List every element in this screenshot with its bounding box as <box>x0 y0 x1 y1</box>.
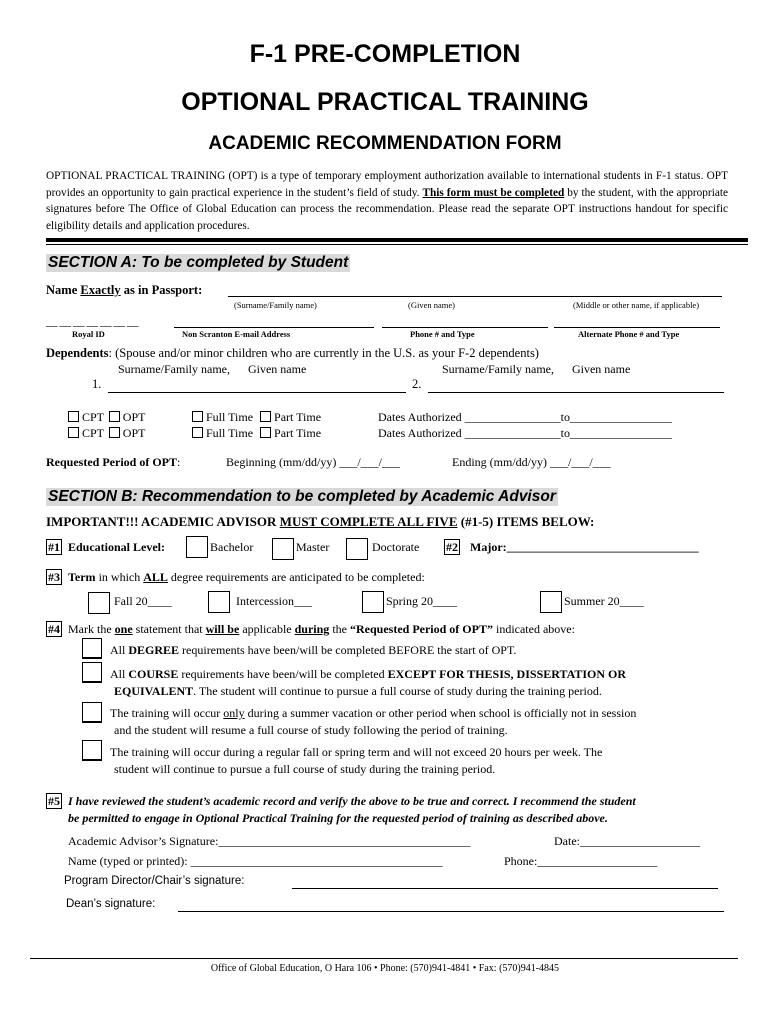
beginning-date-field[interactable]: Beginning (mm/dd/yy) ___/___/___ <box>226 455 400 469</box>
doctorate-checkbox[interactable] <box>346 538 368 560</box>
fall-checkbox[interactable] <box>88 592 110 614</box>
dependent-1-input[interactable] <box>108 392 406 393</box>
title-line-3: ACADEMIC RECOMMENDATION FORM <box>208 133 562 154</box>
statement-2-text-line-1: All COURSE requirements have been/will be completed EXCEPT FOR THESIS, DISSERTATION OR <box>110 667 627 681</box>
ending-date-field[interactable]: Ending (mm/dd/yy) ___/___/___ <box>452 455 611 469</box>
name-input-line[interactable] <box>228 296 722 297</box>
statement-4-text-line-1: The training will occur during a regular fall or spring term and will not exceed 20 hours per week. The <box>110 745 603 759</box>
certification-line-1: I have reviewed the student’s academic record and verify the above to be true and correct. I recommend the student <box>68 794 636 808</box>
spring-checkbox[interactable] <box>362 591 384 613</box>
part-time-checkbox-1[interactable] <box>260 411 271 422</box>
printed-name-field[interactable]: Name (typed or printed): __________________________________________ <box>68 854 443 868</box>
section-b-heading: SECTION B: Recommendation to be completed by Academic Advisor <box>48 488 556 505</box>
email-label: Non Scranton E-mail Address <box>182 329 291 339</box>
section-a-heading: SECTION A: To be completed by Student <box>48 254 349 271</box>
time-row-1: Full Time Part Time <box>192 410 321 425</box>
intro-paragraph: OPTIONAL PRACTICAL TRAINING (OPT) is a type of temporary employment authorization available to international students in F-1 status. OPT provides an opportunity to gain practical experience in the student’s field of study. This form must be completed by the student, with the appropriate signatures before The Office of Global Education can process the recommendation. Please read the separate OPT instructions handout for specific eligibility details and application procedures. <box>46 170 728 232</box>
royal-id-label: Royal ID <box>72 329 105 339</box>
statement-1-text: All DEGREE requirements have been/will be completed BEFORE the start of OPT. <box>110 643 517 657</box>
full-time-checkbox-1[interactable] <box>192 411 203 422</box>
important-notice: IMPORTANT!!! ACADEMIC ADVISOR MUST COMPLETE ALL FIVE (#1-5) ITEMS BELOW: <box>46 514 595 529</box>
summer-checkbox[interactable] <box>540 591 562 613</box>
alt-phone-label: Alternate Phone # and Type <box>578 329 680 339</box>
bachelor-label: Bachelor <box>210 540 254 554</box>
name-label: Name Exactly as in Passport: <box>46 283 203 297</box>
certification-line-2: be permitted to engage in Optional Practical Training for the requested period of training as described above. <box>68 811 608 825</box>
item-2-number: #2 <box>446 540 458 554</box>
major-field[interactable]: Major:________________________________ <box>470 540 699 554</box>
item-3-number: #3 <box>48 570 60 584</box>
time-row-2: Full Time Part Time <box>192 426 321 441</box>
dependent-2-number: 2. <box>412 377 422 391</box>
bachelor-checkbox[interactable] <box>186 536 208 558</box>
doctorate-label: Doctorate <box>372 540 420 554</box>
alt-phone-input-line[interactable] <box>554 327 720 328</box>
item-4-number: #4 <box>48 622 60 636</box>
fall-label: Fall 20____ <box>114 594 172 608</box>
statement-3-checkbox[interactable] <box>82 702 102 723</box>
email-input-line[interactable] <box>174 327 374 328</box>
footer-divider <box>30 958 738 959</box>
statement-3-text-line-1: The training will occur only during a summer vacation or other period when school is officially not in session <box>110 706 637 720</box>
dependent-1-label: Surname/Family name, Given name <box>118 362 307 376</box>
full-time-checkbox-2[interactable] <box>192 427 203 438</box>
statement-3-text-line-2: and the student will resume a full course of study following the period of training. <box>114 723 508 737</box>
statement-2-checkbox[interactable] <box>82 662 102 683</box>
item-1-number: #1 <box>48 540 60 554</box>
divider-thin <box>46 244 748 245</box>
dean-signature-label: Dean’s signature: <box>66 898 156 910</box>
spring-label: Spring 20____ <box>386 594 458 608</box>
requested-period-label: Requested Period of OPT: <box>46 455 181 469</box>
cpt-opt-row-2: CPT OPT <box>68 426 145 441</box>
mark-statement-label: Mark the one statement that will be applicable during the “Requested Period of OPT” indicated above: <box>68 622 575 636</box>
opt-checkbox-1[interactable] <box>109 411 120 422</box>
footer-contact: Office of Global Education, O Hara 106 • Phone: (570)941-4841 • Fax: (570)941-4845 <box>210 963 560 974</box>
term-label: Term in which ALL degree requirements are anticipated to be completed: <box>68 570 425 584</box>
dates-authorized-1[interactable]: Dates Authorized ________________to_________________ <box>378 410 672 424</box>
phone-field[interactable]: Phone:____________________ <box>504 854 658 868</box>
phone-input-line[interactable] <box>382 327 548 328</box>
dates-authorized-2[interactable]: Dates Authorized ________________to_________________ <box>378 426 672 440</box>
dependent-2-input[interactable] <box>428 392 724 393</box>
title-line-2: OPTIONAL PRACTICAL TRAINING <box>181 88 589 116</box>
statement-4-checkbox[interactable] <box>82 740 102 761</box>
item-5-number: #5 <box>48 794 60 808</box>
intercession-label: Intercession___ <box>236 594 312 608</box>
summer-label: Summer 20____ <box>564 594 644 608</box>
opt-checkbox-2[interactable] <box>109 427 120 438</box>
divider-thick <box>46 238 748 242</box>
middle-name-label: (Middle or other name, if applicable) <box>573 300 700 310</box>
program-director-label: Program Director/Chair’s signature: <box>64 875 245 887</box>
part-time-checkbox-2[interactable] <box>260 427 271 438</box>
master-label: Master <box>296 540 330 554</box>
master-checkbox[interactable] <box>272 538 294 560</box>
cpt-opt-row-1: CPT OPT <box>68 410 145 425</box>
statement-2-text-line-2: EQUIVALENT. The student will continue to pursue a full course of study during the training period. <box>114 684 602 698</box>
cpt-checkbox-2[interactable] <box>68 427 79 438</box>
statement-4-text-line-2: student will continue to pursue a full course of study during the training period. <box>114 762 496 776</box>
dependent-1-number: 1. <box>92 377 102 391</box>
given-name-label: (Given name) <box>408 300 455 310</box>
surname-label: (Surname/Family name) <box>234 300 317 310</box>
royal-id-field[interactable]: __ __ __ __ __ __ __ <box>46 314 138 328</box>
educational-level-label: Educational Level: <box>68 540 166 554</box>
date-field[interactable]: Date:____________________ <box>554 834 700 848</box>
phone-label: Phone # and Type <box>410 329 475 339</box>
dependent-2-label: Surname/Family name, Given name <box>442 362 631 376</box>
dean-signature-line[interactable] <box>178 911 724 912</box>
program-director-signature-line[interactable] <box>292 888 718 889</box>
dependents-heading: Dependents: (Spouse and/or minor children who are currently in the U.S. as your F-2 dependents) <box>46 346 539 360</box>
title-line-1: F-1 PRE-COMPLETION <box>249 40 521 68</box>
statement-1-checkbox[interactable] <box>82 638 102 659</box>
cpt-checkbox-1[interactable] <box>68 411 79 422</box>
intercession-checkbox[interactable] <box>208 591 230 613</box>
advisor-signature-field[interactable]: Academic Advisor’s Signature:__________________________________________ <box>68 834 471 848</box>
